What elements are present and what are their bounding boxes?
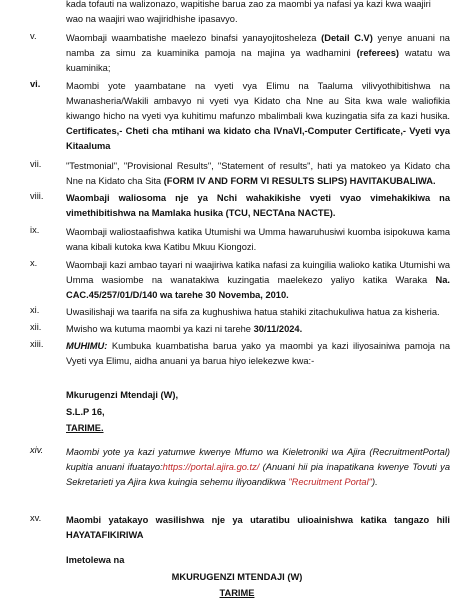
address-line-1: Mkurugenzi Mtendaji (W),: [66, 390, 179, 400]
text-run: (Anuani hii pia inapatikana kwenye Tovuti ya Sekretarieti ya Ajira kwa kuingia sehemu iliyoandikwa: [66, 462, 450, 487]
address-line-2: S.L.P 16,: [66, 407, 105, 417]
text-run: Maombi yote yaambatane na vyeti vya Elimu na Taaluma vilivyothibitishwa na Mwanasheria/Wakili ambavyo ni vyeti vya Kidato cha Nne au Sita kwa wale waliofikia kiwango hicho na vyeti vya kuhitimu mafunzo mbalimbali kwa kuzingatia sifa za kazi husika.: [66, 81, 450, 121]
text-run: Maombi yote ya kazi yatumwe kwenye Mfumo wa Kieletroniki wa Ajira (RecruitmentPortal) kupitia anuani ifuatayo:: [66, 447, 450, 472]
signatory-title: MKURUGENZI MTENDAJI (W): [171, 572, 303, 582]
text-run: watatu wa kuaminika;: [66, 48, 450, 73]
text-run: (Detail C.V): [321, 33, 373, 43]
item-number: v.: [30, 31, 37, 41]
text-run: yenye anuani na namba za simu za kuaminika pamoja na majina ya wadhamini: [66, 33, 450, 58]
item-text: [66, 258, 450, 303]
item-number: ix.: [30, 225, 40, 235]
text-run: Kumbuka kuambatisha barua yako ya maombi ya kazi iliyosainiwa pamoja na Vyeti vya Elimu, aidha anuani ya barua hiyo ielekezwe kwa:-: [66, 341, 450, 366]
item-number: viii.: [30, 191, 44, 201]
text-run: Mwisho wa kutuma maombi ya kazi ni tarehe: [66, 324, 254, 334]
link-text[interactable]: "Recruitment Portal": [288, 477, 372, 487]
item-text: [66, 513, 450, 543]
item-number: xiv.: [30, 445, 44, 455]
item-number: vii.: [30, 159, 42, 169]
item-text: [66, 159, 450, 189]
item-number: x.: [30, 258, 38, 268]
item-text: [66, 79, 450, 154]
text-run: ).: [371, 477, 378, 487]
text-run: Waombaji waliostaafishwa katika Utumishi wa Umma hawaruhusiwi kuomba isipokuwa kama wana kibali kutoka kwa Katibu Mkuu Kiongozi.: [66, 227, 450, 252]
text-run: Certificates,- Cheti cha mtihani wa kidato cha IVnaVI,-Computer Certificate,- Vyeti vya Kitaaluma: [66, 126, 450, 151]
item-text: [66, 225, 450, 255]
link-text[interactable]: https://portal.ajira.go.tz/: [162, 462, 260, 472]
item-text: [66, 191, 450, 221]
item-text: [66, 31, 450, 76]
item-text: [66, 445, 450, 490]
item-number: vi.: [30, 79, 41, 89]
text-run: (FORM IV AND FORM VI RESULTS SLIPS) HAVITAKUBALIWA.: [163, 176, 436, 186]
address-line-3: TARIME.: [66, 423, 104, 433]
text-run: Na. CAC.45/257/01/D/140 wa tarehe 30 Novemba, 2010.: [66, 275, 450, 300]
text-run: Waombaji waliosoma nje ya Nchi wahakikishe vyeti vyao vimehakikiwa na vimethibitishwa na Mamlaka husika (TCU, NECTAna NACTE).: [66, 193, 450, 218]
continuation-line-2: wao na waajiri wao wajiridhishe ipasavyo.: [66, 14, 238, 24]
text-run: Waombaji waambatishe maelezo binafsi yanayojitosheleza: [66, 33, 322, 43]
continuation-line-1: kada tofauti na walizonazo, wapitishe barua zao za maombi ya nafasi ya kazi kwa waajiri: [66, 0, 431, 9]
issued-by: Imetolewa na: [66, 555, 125, 565]
item-number: xv.: [30, 513, 42, 523]
text-run: "Testmonial", "Provisional Results", "Statement of results", hati ya matokeo ya Kidato cha Nne na Kidato cha Sita: [66, 161, 450, 186]
text-run: Maombi yatakayo wasilishwa nje ya utaratibu ulioainishwa katika tangazo hili HAYATAFIKIRIWA: [66, 515, 450, 540]
text-run: 30/11/2024.: [253, 324, 303, 334]
item-text: [66, 305, 450, 320]
text-run: Uwasilishaji wa taarifa na sifa za kughushiwa hatua stahiki zitachukuliwa hatua za kisheria.: [66, 307, 440, 317]
text-run: (referees): [356, 48, 399, 58]
text-run: Waombaji kazi ambao tayari ni waajiriwa katika nafasi za kuingilia walioko katika Utumishi wa Umma wasiombe na wanatakiwa kuzingatia maelekezo yaliyo katika Waraka: [66, 260, 450, 285]
item-text: [66, 322, 450, 337]
signatory-place: TARIME: [219, 588, 255, 598]
text-run: MUHIMU:: [66, 341, 108, 351]
item-number: xi.: [30, 305, 40, 315]
item-number: xiii.: [30, 339, 44, 349]
item-text: [66, 339, 450, 369]
item-number: xii.: [30, 322, 42, 332]
